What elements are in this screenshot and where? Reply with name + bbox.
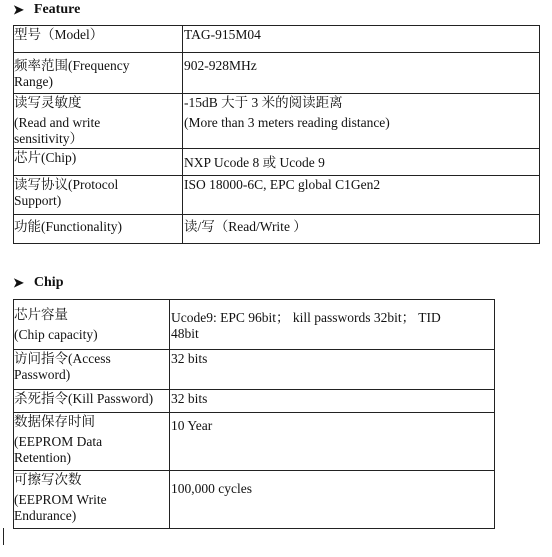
chip-value-cell [170,350,495,390]
cell-text: ISO 18000-6C, EPC global C1Gen2 [184,177,381,192]
feature-heading [13,2,80,18]
cell-text: Retention) [14,450,71,465]
feature-label-cell [14,26,183,53]
cell-text: NXP Ucode 8 或 Ucode 9 [184,155,325,170]
cell-text: Ucode9: EPC 96bit； kill passwords 32bit； TID [171,310,441,325]
cell-text: (EEPROM Data [14,434,103,449]
cell-text: 芯片容量 [14,307,68,322]
cell-text: TAG-915M04 [184,27,261,42]
cell-text: 杀死指令(Kill Password) [14,391,154,406]
cell-text: 读写灵敏度 [14,95,82,110]
arrow-bullet-icon: ➤ [13,275,24,290]
table-row [14,26,540,53]
feature-label-cell [14,53,183,94]
chip-label-cell [14,413,170,471]
feature-value-cell [183,215,540,244]
cell-text: (Read and write [14,115,101,130]
cell-text: 数据保存时间 [14,414,95,429]
chip-label-cell [14,350,170,390]
chip-value-cell [170,390,495,413]
chip-heading-text: Chip [33,275,64,290]
cell-text: 读写协议(Protocol [14,177,119,192]
table-row [14,215,540,244]
table-row [14,300,495,350]
cell-text: (More than 3 meters reading distance) [184,115,390,130]
table-row [14,149,540,176]
cell-text: sensitivity） [14,131,84,146]
cell-text: Support) [14,193,62,208]
cell-text: Password) [14,367,71,382]
feature-label-cell [14,149,183,176]
cell-text: 902-928MHz [184,58,257,73]
cell-text: 100,000 cycles [171,481,252,496]
cell-text: 访问指令(Access [14,351,111,366]
chip-value-cell [170,300,495,350]
arrow-bullet-icon: ➤ [13,2,24,17]
chip-heading [13,275,63,291]
feature-value-cell [183,149,540,176]
table-row [14,176,540,215]
cell-text: 频率范围(Frequency [14,58,130,73]
cell-text: (EEPROM Write [14,492,107,507]
feature-table [13,25,540,244]
cell-text: -15dB 大于 3 米的阅读距离 [184,95,343,110]
cell-text: Endurance) [14,508,77,523]
cell-text: 可擦写次数 [14,472,82,487]
cell-text: 32 bits [171,391,208,406]
cell-text: 功能(Functionality) [14,219,122,234]
chip-value-cell [170,471,495,529]
cell-text: 10 Year [171,418,213,433]
cell-text: 读/写（Read/Write ） [184,219,307,234]
chip-label-cell [14,300,170,350]
cell-text: 芯片(Chip) [14,150,77,165]
chip-table [13,299,495,529]
table-row [14,390,495,413]
chip-label-cell [14,471,170,529]
feature-value-cell [183,176,540,215]
feature-value-cell [183,53,540,94]
table-row [14,94,540,149]
cell-text: (Chip capacity) [14,327,98,342]
feature-value-cell [183,94,540,149]
feature-value-cell [183,26,540,53]
feature-label-cell [14,215,183,244]
cell-text: Range) [14,74,53,89]
feature-label-cell [14,176,183,215]
feature-heading-text: Feature [33,2,81,17]
table-row [14,350,495,390]
table-row [14,413,495,471]
margin-rule [3,528,4,545]
feature-label-cell [14,94,183,149]
cell-text: 48bit [171,326,199,341]
table-row [14,53,540,94]
chip-label-cell [14,390,170,413]
cell-text: 型号（Model） [14,27,104,42]
chip-value-cell [170,413,495,471]
table-row [14,471,495,529]
cell-text: 32 bits [171,351,208,366]
